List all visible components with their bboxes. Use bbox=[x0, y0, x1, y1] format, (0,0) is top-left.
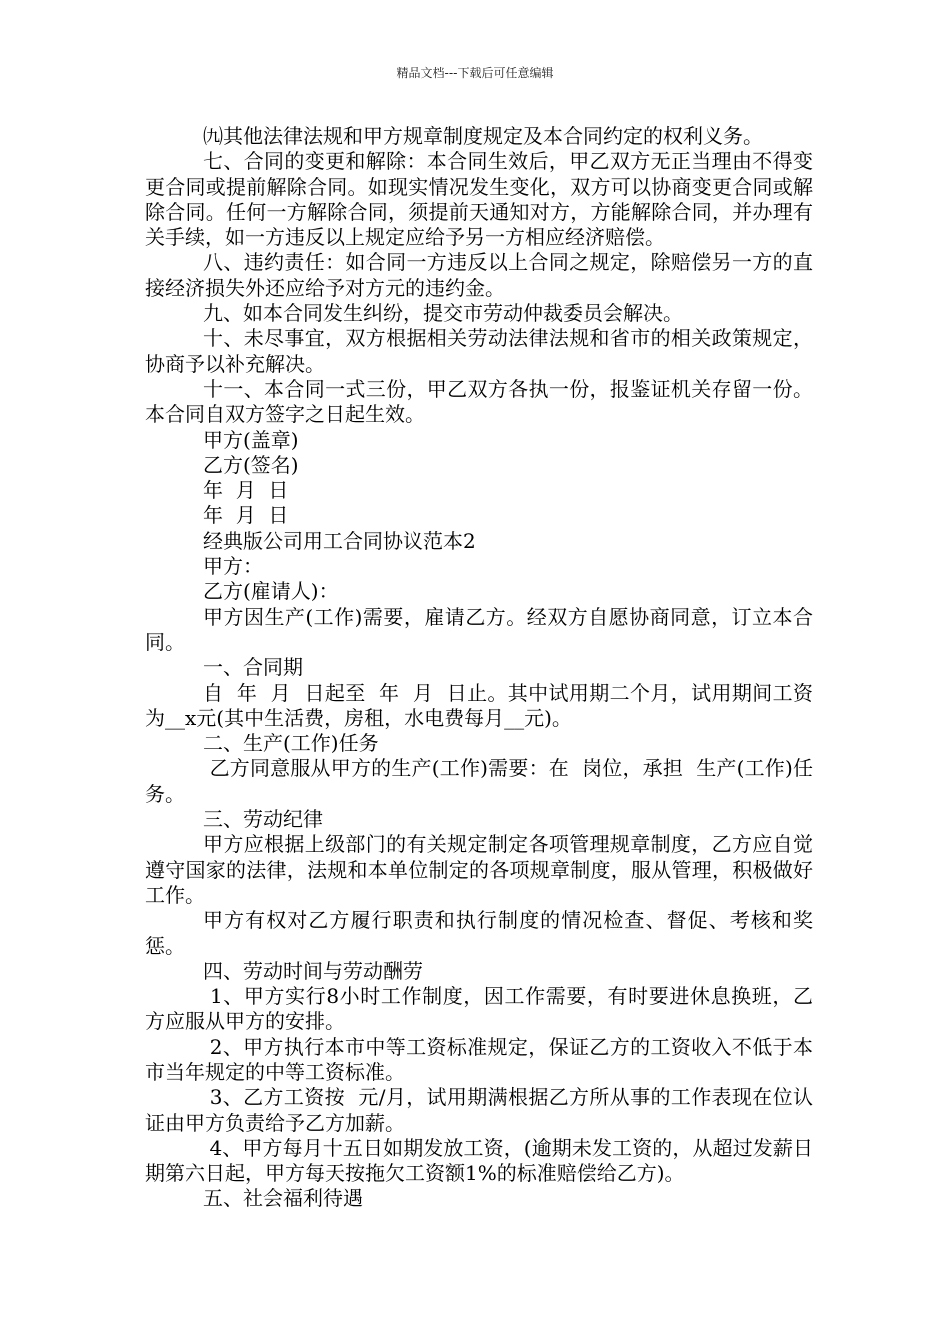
document-body bbox=[145, 124, 813, 1212]
signature-date-b: 年 月 日 bbox=[203, 503, 289, 528]
paragraph-section-7: 七、合同的变更和解除：本合同生效后，甲乙双方无正当理由不得变更合同或提前解除合同。如现实情况发生变化，双方可以协商变更合同或解除合同。任何一方解除合同，须提前天通知对方，方能解除合同，并办理有关手续，如一方违反以上规定应给予另一方相应经济赔偿。 bbox=[145, 149, 813, 250]
paragraph-labor-discipline-1: 甲方应根据上级部门的有关规定制定各项管理规章制度，乙方应自觉遵守国家的法律，法规和本单位制定的各项规章制度，服从管理，积极做好工作。 bbox=[145, 832, 813, 907]
paragraph-work-time-2: 2、甲方执行本市中等工资标准规定，保证乙方的工资收入不低于本市当年规定的中等工资标准。 bbox=[145, 1034, 814, 1084]
paragraph-section-9: 九、如本合同发生纠纷，提交市劳动仲裁委员会解决。 bbox=[203, 301, 683, 326]
paragraph-section-11: 十一、本合同一式三份，甲乙双方各执一份，报鉴证机关存留一份。本合同自双方签字之日起生效。 bbox=[145, 376, 813, 427]
paragraph-work-time-4: 4、甲方每月十五日如期发放工资，(逾期未发工资的，从超过发薪日期第六日起，甲方每天按拖欠工资额1%的标准赔偿给乙方)。 bbox=[145, 1135, 814, 1186]
paragraph-labor-discipline-2: 甲方有权对乙方履行职责和执行制度的情况检查、督促、考核和奖惩。 bbox=[145, 908, 813, 958]
party-b-line: 乙方(雇请人)： bbox=[203, 579, 339, 604]
paragraph-clause-9: ㈨其他法律法规和甲方规章制度规定及本合同约定的权利义务。 bbox=[203, 124, 763, 148]
signature-party-a: 甲方(盖章) bbox=[203, 427, 299, 452]
heading-labor-discipline: 三、劳动纪律 bbox=[203, 807, 323, 832]
heading-social-welfare: 五、社会福利待遇 bbox=[203, 1186, 363, 1211]
section-title: 经典版公司用工合同协议范本2 bbox=[203, 528, 476, 553]
paragraph-preamble: 甲方因生产(工作)需要，雇请乙方。经双方自愿协商同意，订立本合同。 bbox=[145, 604, 813, 654]
paragraph-work-time-3: 3、乙方工资按 元/月，试用期满根据乙方所从事的工作表现在位认证由甲方负责给予乙方加薪。 bbox=[145, 1085, 813, 1135]
paragraph-contract-period: 自 年 月 日起至 年 月 日止。其中试用期二个月，试用期间工资为__x元(其中生活费，房租，水电费每月__元)。 bbox=[145, 680, 813, 730]
signature-party-b: 乙方(签名) bbox=[203, 452, 299, 477]
paragraph-production-task: 乙方同意服从甲方的生产(工作)需要：在 岗位，承担 生产(工作)任务。 bbox=[145, 756, 814, 806]
paragraph-section-8: 八、违约责任：如合同一方违反以上合同之规定，除赔偿另一方的直接经济损失外还应给予对方元的违约金。 bbox=[145, 250, 813, 300]
heading-contract-period: 一、合同期 bbox=[203, 655, 303, 680]
page-header: 精品文档---下载后可任意编辑 bbox=[396, 66, 554, 80]
signature-date-a: 年 月 日 bbox=[203, 478, 289, 503]
heading-production-task: 二、生产(工作)任务 bbox=[203, 731, 379, 756]
paragraph-work-time-1: 1、甲方实行8小时工作制度，因工作需要，有时要进休息换班，乙方应服从甲方的安排。 bbox=[145, 984, 813, 1034]
heading-work-time-pay: 四、劳动时间与劳动酬劳 bbox=[203, 958, 423, 983]
paragraph-section-10: 十、未尽事宜，双方根据相关劳动法律法规和省市的相关政策规定，协商予以补充解决。 bbox=[145, 326, 813, 376]
party-a-line: 甲方： bbox=[203, 554, 263, 579]
